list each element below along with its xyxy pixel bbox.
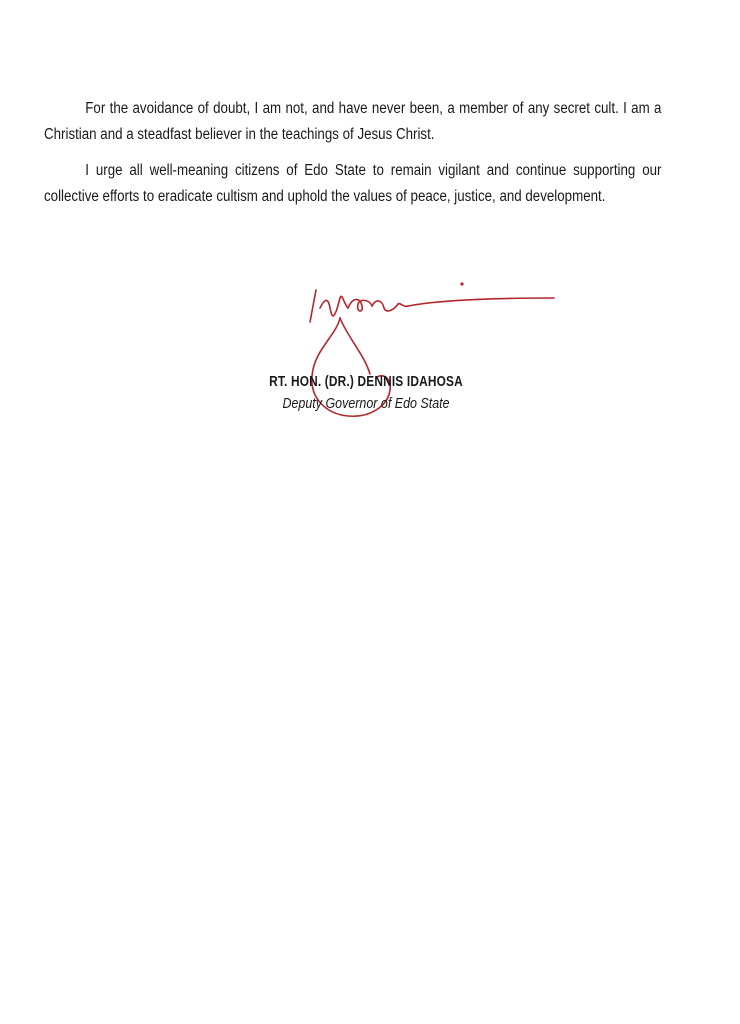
paragraph-cult-denial: For the avoidance of doubt, I am not, and have never been, a member of any secret cult. I am a Christian and a steadfast believer in the teachings of Jesus Christ.: [44, 100, 662, 143]
signer-block: [246, 374, 486, 412]
letter-body: [44, 96, 661, 220]
handwritten-signature: [290, 278, 570, 438]
signer-title: Deputy Governor of Edo State: [282, 396, 450, 412]
signer-name: RT. HON. (DR.) DENNIS IDAHOSA: [269, 374, 463, 390]
paragraph-appeal-to-citizens: I urge all well-meaning citizens of Edo State to remain vigilant and continue supporting our collective efforts to eradicate cultism and uphold the values of peace, justice, and development.: [44, 162, 662, 205]
